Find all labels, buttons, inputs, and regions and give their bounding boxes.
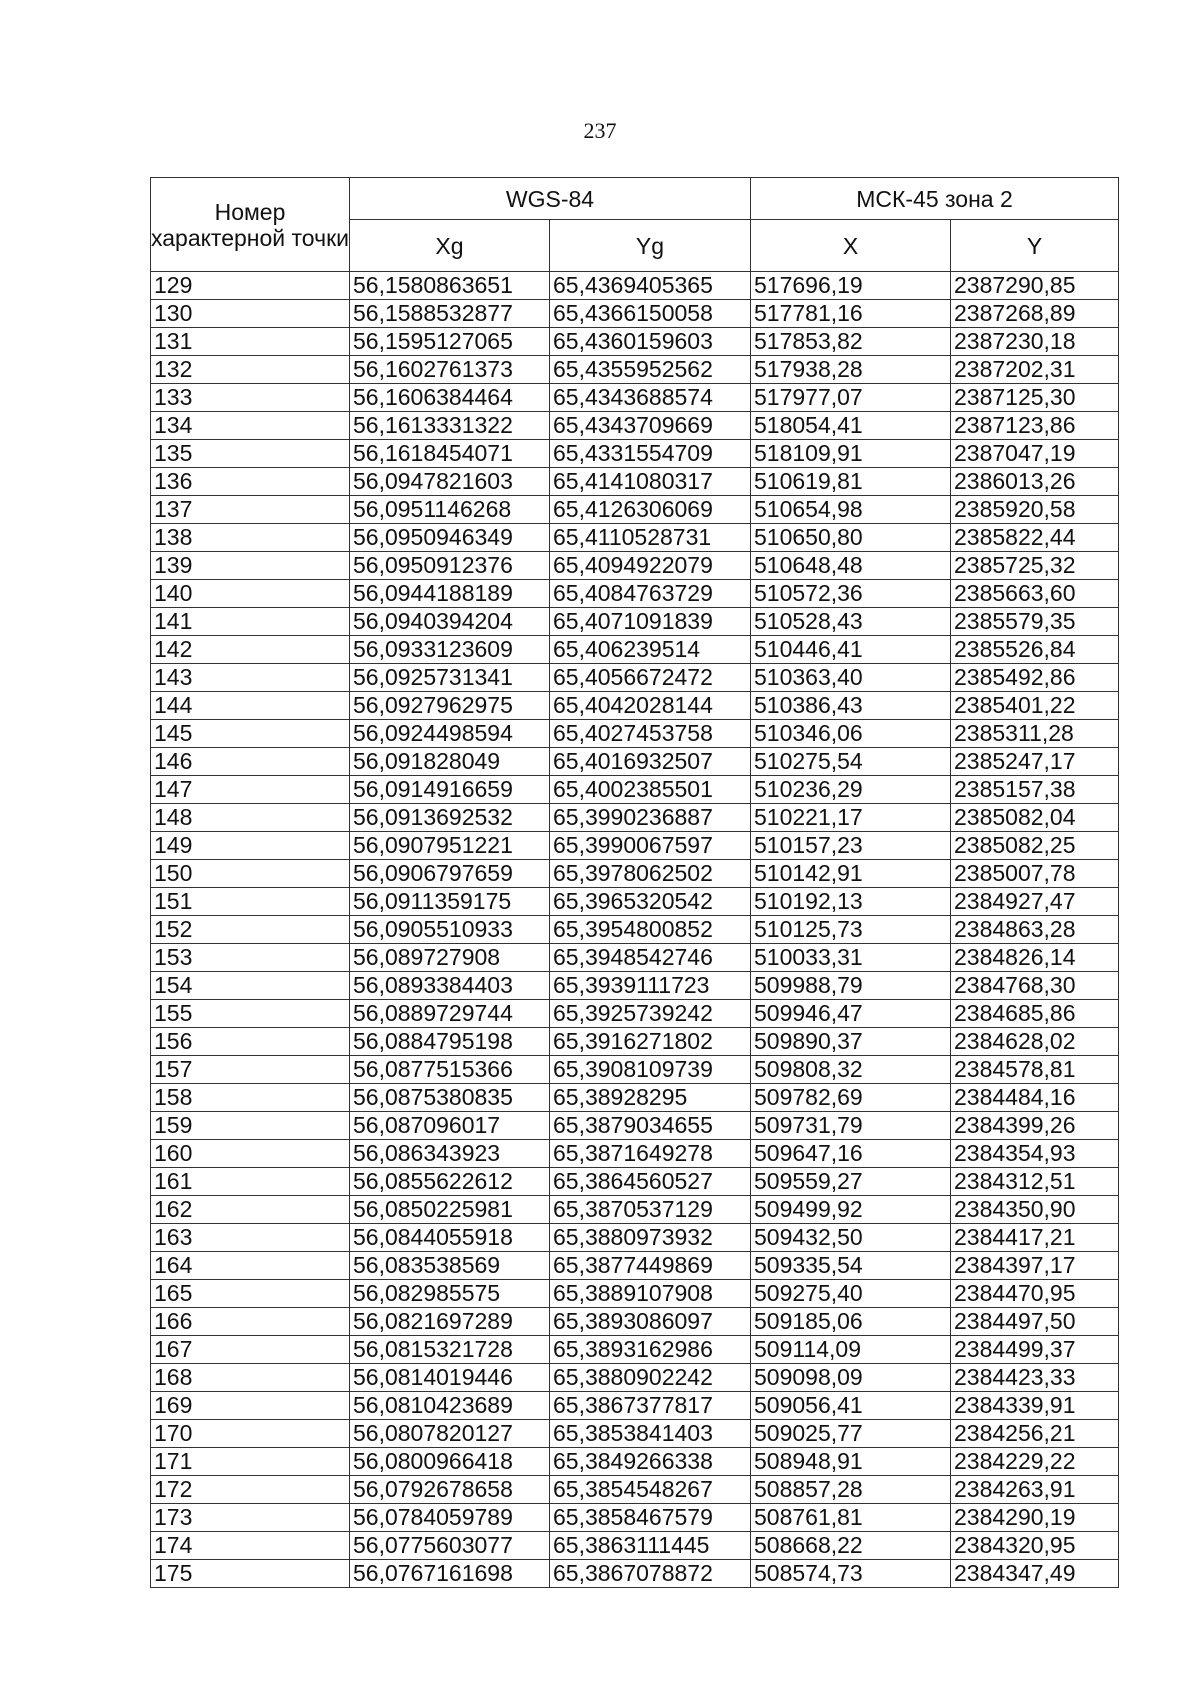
xg-cell: 56,0913692532 xyxy=(350,804,550,832)
wgs84-group-header: WGS-84 xyxy=(350,178,751,220)
yg-cell: 65,3880973932 xyxy=(550,1224,751,1252)
x-cell: 508948,91 xyxy=(751,1448,951,1476)
yg-cell: 65,3978062502 xyxy=(550,860,751,888)
table-row xyxy=(151,1084,1119,1112)
point-number-cell: 165 xyxy=(151,1280,350,1308)
point-number-cell: 136 xyxy=(151,468,350,496)
table-row xyxy=(151,972,1119,1000)
point-number-cell: 156 xyxy=(151,1028,350,1056)
xg-cell: 56,0914916659 xyxy=(350,776,550,804)
table-body xyxy=(151,272,1119,1588)
x-cell: 509185,06 xyxy=(751,1308,951,1336)
coordinates-table xyxy=(150,177,1119,1588)
table-row xyxy=(151,1224,1119,1252)
point-number-cell: 152 xyxy=(151,916,350,944)
xg-cell: 56,089727908 xyxy=(350,944,550,972)
x-cell: 509808,32 xyxy=(751,1056,951,1084)
y-cell: 2384578,81 xyxy=(951,1056,1119,1084)
xg-cell: 56,0944188189 xyxy=(350,580,550,608)
point-number-cell: 151 xyxy=(151,888,350,916)
xg-cell: 56,0911359175 xyxy=(350,888,550,916)
yg-cell: 65,3939111723 xyxy=(550,972,751,1000)
yg-cell: 65,4369405365 xyxy=(550,272,751,300)
yg-cell: 65,3925739242 xyxy=(550,1000,751,1028)
xg-cell: 56,082985575 xyxy=(350,1280,550,1308)
xg-cell: 56,0927962975 xyxy=(350,692,550,720)
y-cell: 2384927,47 xyxy=(951,888,1119,916)
xg-cell: 56,1613331322 xyxy=(350,412,550,440)
yg-cell: 65,4002385501 xyxy=(550,776,751,804)
point-number-cell: 141 xyxy=(151,608,350,636)
yg-cell: 65,3916271802 xyxy=(550,1028,751,1056)
yg-cell: 65,3908109739 xyxy=(550,1056,751,1084)
xg-cell: 56,0889729744 xyxy=(350,1000,550,1028)
x-cell: 510346,06 xyxy=(751,720,951,748)
xg-cell: 56,0907951221 xyxy=(350,832,550,860)
y-cell: 2385526,84 xyxy=(951,636,1119,664)
x-cell: 510386,43 xyxy=(751,692,951,720)
table-row xyxy=(151,1000,1119,1028)
x-cell: 510275,54 xyxy=(751,748,951,776)
y-cell: 2384312,51 xyxy=(951,1168,1119,1196)
xg-cell: 56,1602761373 xyxy=(350,356,550,384)
y-cell: 2387230,18 xyxy=(951,328,1119,356)
table-row xyxy=(151,692,1119,720)
y-cell: 2384399,26 xyxy=(951,1112,1119,1140)
x-cell: 510363,40 xyxy=(751,664,951,692)
table-row xyxy=(151,916,1119,944)
yg-cell: 65,3853841403 xyxy=(550,1420,751,1448)
xg-cell: 56,0925731341 xyxy=(350,664,550,692)
table-row xyxy=(151,1280,1119,1308)
yg-cell: 65,4110528731 xyxy=(550,524,751,552)
y-cell: 2384826,14 xyxy=(951,944,1119,972)
point-number-cell: 140 xyxy=(151,580,350,608)
x-cell: 510192,13 xyxy=(751,888,951,916)
y-cell: 2384768,30 xyxy=(951,972,1119,1000)
point-number-cell: 146 xyxy=(151,748,350,776)
y-cell: 2384347,49 xyxy=(951,1560,1119,1588)
y-cell: 2385663,60 xyxy=(951,580,1119,608)
table-row xyxy=(151,720,1119,748)
yg-cell: 65,3990067597 xyxy=(550,832,751,860)
yg-cell: 65,3854548267 xyxy=(550,1476,751,1504)
y-cell: 2387047,19 xyxy=(951,440,1119,468)
table-row xyxy=(151,524,1119,552)
point-number-cell: 173 xyxy=(151,1504,350,1532)
point-number-cell: 150 xyxy=(151,860,350,888)
table-row xyxy=(151,384,1119,412)
point-number-cell: 132 xyxy=(151,356,350,384)
point-number-cell: 157 xyxy=(151,1056,350,1084)
y-cell: 2385579,35 xyxy=(951,608,1119,636)
point-number-cell: 171 xyxy=(151,1448,350,1476)
point-number-cell: 133 xyxy=(151,384,350,412)
table-row xyxy=(151,832,1119,860)
y-cell: 2385725,32 xyxy=(951,552,1119,580)
x-cell: 517938,28 xyxy=(751,356,951,384)
y-cell: 2384628,02 xyxy=(951,1028,1119,1056)
table-row xyxy=(151,1168,1119,1196)
yg-cell: 65,3870537129 xyxy=(550,1196,751,1224)
x-cell: 510648,48 xyxy=(751,552,951,580)
x-cell: 509432,50 xyxy=(751,1224,951,1252)
y-cell: 2384229,22 xyxy=(951,1448,1119,1476)
yg-cell: 65,4056672472 xyxy=(550,664,751,692)
y-cell: 2384417,21 xyxy=(951,1224,1119,1252)
xg-cell: 56,0810423689 xyxy=(350,1392,550,1420)
xg-cell: 56,0951146268 xyxy=(350,496,550,524)
xg-cell: 56,0821697289 xyxy=(350,1308,550,1336)
table-row xyxy=(151,1336,1119,1364)
y-column-header: Y xyxy=(951,220,1119,272)
xg-cell: 56,087096017 xyxy=(350,1112,550,1140)
point-number-cell: 172 xyxy=(151,1476,350,1504)
table-row xyxy=(151,776,1119,804)
table-row xyxy=(151,552,1119,580)
y-cell: 2384423,33 xyxy=(951,1364,1119,1392)
yg-cell: 65,3880902242 xyxy=(550,1364,751,1392)
x-cell: 517696,19 xyxy=(751,272,951,300)
point-number-cell: 130 xyxy=(151,300,350,328)
x-cell: 510125,73 xyxy=(751,916,951,944)
table-row xyxy=(151,804,1119,832)
y-cell: 2387125,30 xyxy=(951,384,1119,412)
x-cell: 510654,98 xyxy=(751,496,951,524)
xg-cell: 56,0792678658 xyxy=(350,1476,550,1504)
xg-cell: 56,0905510933 xyxy=(350,916,550,944)
xg-cell: 56,0855622612 xyxy=(350,1168,550,1196)
xg-cell: 56,0884795198 xyxy=(350,1028,550,1056)
y-cell: 2384263,91 xyxy=(951,1476,1119,1504)
yg-cell: 65,3948542746 xyxy=(550,944,751,972)
table-row xyxy=(151,1308,1119,1336)
y-cell: 2384290,19 xyxy=(951,1504,1119,1532)
point-number-cell: 158 xyxy=(151,1084,350,1112)
yg-cell: 65,3863111445 xyxy=(550,1532,751,1560)
point-number-cell: 162 xyxy=(151,1196,350,1224)
table-row xyxy=(151,636,1119,664)
table-row xyxy=(151,664,1119,692)
point-number-cell: 129 xyxy=(151,272,350,300)
y-cell: 2384497,50 xyxy=(951,1308,1119,1336)
table-header xyxy=(151,178,1119,272)
table-row xyxy=(151,496,1119,524)
xg-cell: 56,0814019446 xyxy=(350,1364,550,1392)
x-cell: 510221,17 xyxy=(751,804,951,832)
table-row xyxy=(151,300,1119,328)
table-row xyxy=(151,608,1119,636)
x-cell: 510619,81 xyxy=(751,468,951,496)
point-number-cell: 160 xyxy=(151,1140,350,1168)
point-number-cell: 134 xyxy=(151,412,350,440)
yg-cell: 65,3965320542 xyxy=(550,888,751,916)
table-row xyxy=(151,412,1119,440)
y-cell: 2385401,22 xyxy=(951,692,1119,720)
xg-cell: 56,1595127065 xyxy=(350,328,550,356)
xg-cell: 56,0906797659 xyxy=(350,860,550,888)
x-cell: 509731,79 xyxy=(751,1112,951,1140)
table-row xyxy=(151,748,1119,776)
xg-cell: 56,091828049 xyxy=(350,748,550,776)
yg-cell: 65,4084763729 xyxy=(550,580,751,608)
yg-cell: 65,3893162986 xyxy=(550,1336,751,1364)
xg-cell: 56,0893384403 xyxy=(350,972,550,1000)
point-number-cell: 138 xyxy=(151,524,350,552)
point-number-cell: 166 xyxy=(151,1308,350,1336)
y-cell: 2384397,17 xyxy=(951,1252,1119,1280)
yg-cell: 65,4094922079 xyxy=(550,552,751,580)
x-cell: 509946,47 xyxy=(751,1000,951,1028)
table-row xyxy=(151,356,1119,384)
table-row xyxy=(151,944,1119,972)
table-row xyxy=(151,272,1119,300)
table-row xyxy=(151,1476,1119,1504)
yg-cell: 65,3879034655 xyxy=(550,1112,751,1140)
point-number-cell: 159 xyxy=(151,1112,350,1140)
y-cell: 2385492,86 xyxy=(951,664,1119,692)
table-row xyxy=(151,1504,1119,1532)
y-cell: 2386013,26 xyxy=(951,468,1119,496)
yg-cell: 65,3990236887 xyxy=(550,804,751,832)
xg-cell: 56,1606384464 xyxy=(350,384,550,412)
yg-cell: 65,4016932507 xyxy=(550,748,751,776)
xg-cell: 56,0933123609 xyxy=(350,636,550,664)
y-cell: 2387290,85 xyxy=(951,272,1119,300)
y-cell: 2385082,04 xyxy=(951,804,1119,832)
y-cell: 2384339,91 xyxy=(951,1392,1119,1420)
yg-cell: 65,3893086097 xyxy=(550,1308,751,1336)
y-cell: 2385920,58 xyxy=(951,496,1119,524)
x-cell: 509098,09 xyxy=(751,1364,951,1392)
yg-cell: 65,406239514 xyxy=(550,636,751,664)
xg-cell: 56,0784059789 xyxy=(350,1504,550,1532)
table-row xyxy=(151,580,1119,608)
point-number-cell: 174 xyxy=(151,1532,350,1560)
x-cell: 508857,28 xyxy=(751,1476,951,1504)
point-number-cell: 139 xyxy=(151,552,350,580)
point-number-cell: 153 xyxy=(151,944,350,972)
x-cell: 517853,82 xyxy=(751,328,951,356)
yg-cell: 65,3954800852 xyxy=(550,916,751,944)
table-row xyxy=(151,1560,1119,1588)
table-row xyxy=(151,1448,1119,1476)
point-number-cell: 175 xyxy=(151,1560,350,1588)
x-cell: 510528,43 xyxy=(751,608,951,636)
x-cell: 510650,80 xyxy=(751,524,951,552)
y-cell: 2385157,38 xyxy=(951,776,1119,804)
xg-cell: 56,0850225981 xyxy=(350,1196,550,1224)
x-cell: 509114,09 xyxy=(751,1336,951,1364)
xg-cell: 56,1588532877 xyxy=(350,300,550,328)
y-cell: 2387202,31 xyxy=(951,356,1119,384)
table-row xyxy=(151,860,1119,888)
x-cell: 510142,91 xyxy=(751,860,951,888)
yg-cell: 65,3867377817 xyxy=(550,1392,751,1420)
xg-cell: 56,0924498594 xyxy=(350,720,550,748)
yg-cell: 65,4360159603 xyxy=(550,328,751,356)
yg-column-header: Yg xyxy=(550,220,751,272)
xg-cell: 56,1618454071 xyxy=(350,440,550,468)
point-number-cell: 144 xyxy=(151,692,350,720)
point-number-cell: 145 xyxy=(151,720,350,748)
point-number-cell: 149 xyxy=(151,832,350,860)
x-cell: 509025,77 xyxy=(751,1420,951,1448)
y-cell: 2384354,93 xyxy=(951,1140,1119,1168)
y-cell: 2385247,17 xyxy=(951,748,1119,776)
xg-cell: 56,1580863651 xyxy=(350,272,550,300)
xg-cell: 56,0950912376 xyxy=(350,552,550,580)
x-cell: 517781,16 xyxy=(751,300,951,328)
yg-cell: 65,3877449869 xyxy=(550,1252,751,1280)
table-row xyxy=(151,1532,1119,1560)
table-row xyxy=(151,1364,1119,1392)
x-cell: 509335,54 xyxy=(751,1252,951,1280)
point-number-cell: 170 xyxy=(151,1420,350,1448)
yg-cell: 65,4071091839 xyxy=(550,608,751,636)
x-cell: 509782,69 xyxy=(751,1084,951,1112)
point-number-cell: 154 xyxy=(151,972,350,1000)
x-cell: 509890,37 xyxy=(751,1028,951,1056)
xg-cell: 56,0800966418 xyxy=(350,1448,550,1476)
xg-cell: 56,083538569 xyxy=(350,1252,550,1280)
y-cell: 2385311,28 xyxy=(951,720,1119,748)
x-cell: 509275,40 xyxy=(751,1280,951,1308)
table-row xyxy=(151,1028,1119,1056)
yg-cell: 65,3889107908 xyxy=(550,1280,751,1308)
point-number-cell: 155 xyxy=(151,1000,350,1028)
yg-cell: 65,4343709669 xyxy=(550,412,751,440)
yg-cell: 65,3867078872 xyxy=(550,1560,751,1588)
yg-cell: 65,3871649278 xyxy=(550,1140,751,1168)
yg-cell: 65,3858467579 xyxy=(550,1504,751,1532)
table-row xyxy=(151,1140,1119,1168)
xg-cell: 56,0940394204 xyxy=(350,608,550,636)
x-cell: 510033,31 xyxy=(751,944,951,972)
point-number-cell: 131 xyxy=(151,328,350,356)
x-cell: 509056,41 xyxy=(751,1392,951,1420)
y-cell: 2387123,86 xyxy=(951,412,1119,440)
point-number-header: Номер характерной точки xyxy=(151,178,350,272)
table-row xyxy=(151,1392,1119,1420)
yg-cell: 65,4027453758 xyxy=(550,720,751,748)
table-row xyxy=(151,1252,1119,1280)
table-row xyxy=(151,1420,1119,1448)
y-cell: 2384470,95 xyxy=(951,1280,1119,1308)
y-cell: 2384256,21 xyxy=(951,1420,1119,1448)
xg-cell: 56,0807820127 xyxy=(350,1420,550,1448)
point-number-cell: 147 xyxy=(151,776,350,804)
table-row xyxy=(151,328,1119,356)
point-number-cell: 161 xyxy=(151,1168,350,1196)
point-number-cell: 163 xyxy=(151,1224,350,1252)
table-row xyxy=(151,1196,1119,1224)
y-cell: 2384499,37 xyxy=(951,1336,1119,1364)
point-number-cell: 148 xyxy=(151,804,350,832)
msk45-group-header: МСК-45 зона 2 xyxy=(751,178,1119,220)
y-cell: 2384863,28 xyxy=(951,916,1119,944)
yg-cell: 65,38928295 xyxy=(550,1084,751,1112)
point-number-cell: 137 xyxy=(151,496,350,524)
x-cell: 509499,92 xyxy=(751,1196,951,1224)
x-cell: 508761,81 xyxy=(751,1504,951,1532)
yg-cell: 65,4141080317 xyxy=(550,468,751,496)
y-cell: 2385082,25 xyxy=(951,832,1119,860)
x-cell: 509647,16 xyxy=(751,1140,951,1168)
yg-cell: 65,4343688574 xyxy=(550,384,751,412)
point-number-cell: 142 xyxy=(151,636,350,664)
y-cell: 2385822,44 xyxy=(951,524,1119,552)
xg-cell: 56,0950946349 xyxy=(350,524,550,552)
xg-cell: 56,086343923 xyxy=(350,1140,550,1168)
x-cell: 509559,27 xyxy=(751,1168,951,1196)
xg-column-header: Xg xyxy=(350,220,550,272)
yg-cell: 65,4355952562 xyxy=(550,356,751,384)
yg-cell: 65,4042028144 xyxy=(550,692,751,720)
yg-cell: 65,3849266338 xyxy=(550,1448,751,1476)
point-number-cell: 169 xyxy=(151,1392,350,1420)
y-cell: 2384484,16 xyxy=(951,1084,1119,1112)
point-number-cell: 167 xyxy=(151,1336,350,1364)
xg-cell: 56,0767161698 xyxy=(350,1560,550,1588)
x-cell: 510572,36 xyxy=(751,580,951,608)
xg-cell: 56,0877515366 xyxy=(350,1056,550,1084)
header-row-groups xyxy=(151,178,1119,220)
x-cell: 508668,22 xyxy=(751,1532,951,1560)
table-row xyxy=(151,888,1119,916)
y-cell: 2384350,90 xyxy=(951,1196,1119,1224)
xg-cell: 56,0875380835 xyxy=(350,1084,550,1112)
xg-cell: 56,0775603077 xyxy=(350,1532,550,1560)
x-column-header: X xyxy=(751,220,951,272)
x-cell: 510446,41 xyxy=(751,636,951,664)
table-row xyxy=(151,1056,1119,1084)
point-number-cell: 164 xyxy=(151,1252,350,1280)
yg-cell: 65,4366150058 xyxy=(550,300,751,328)
xg-cell: 56,0815321728 xyxy=(350,1336,550,1364)
page-number: 237 xyxy=(583,118,617,143)
table-row xyxy=(151,468,1119,496)
y-cell: 2384685,86 xyxy=(951,1000,1119,1028)
point-number-cell: 143 xyxy=(151,664,350,692)
x-cell: 508574,73 xyxy=(751,1560,951,1588)
x-cell: 517977,07 xyxy=(751,384,951,412)
x-cell: 509988,79 xyxy=(751,972,951,1000)
point-number-cell: 168 xyxy=(151,1364,350,1392)
x-cell: 518054,41 xyxy=(751,412,951,440)
xg-cell: 56,0947821603 xyxy=(350,468,550,496)
x-cell: 510157,23 xyxy=(751,832,951,860)
x-cell: 518109,91 xyxy=(751,440,951,468)
y-cell: 2385007,78 xyxy=(951,860,1119,888)
y-cell: 2387268,89 xyxy=(951,300,1119,328)
x-cell: 510236,29 xyxy=(751,776,951,804)
yg-cell: 65,4126306069 xyxy=(550,496,751,524)
y-cell: 2384320,95 xyxy=(951,1532,1119,1560)
point-number-cell: 135 xyxy=(151,440,350,468)
xg-cell: 56,0844055918 xyxy=(350,1224,550,1252)
table-row xyxy=(151,1112,1119,1140)
table-row xyxy=(151,440,1119,468)
yg-cell: 65,3864560527 xyxy=(550,1168,751,1196)
yg-cell: 65,4331554709 xyxy=(550,440,751,468)
